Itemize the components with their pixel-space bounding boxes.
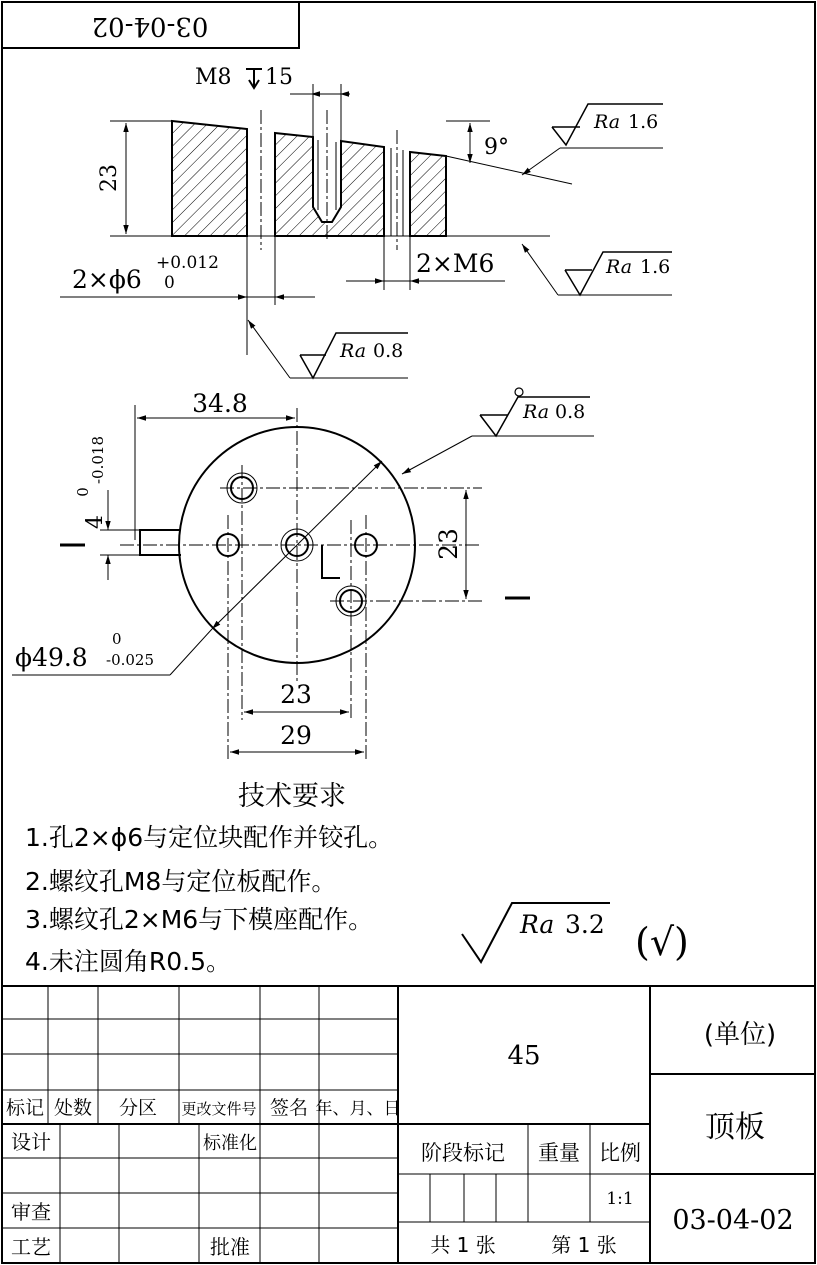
sheet-number: 第 1 张 bbox=[551, 1233, 617, 1257]
dim-23: 23 bbox=[280, 680, 312, 709]
weight-label: 重量 bbox=[538, 1141, 580, 1165]
key-width: 4 bbox=[83, 515, 108, 529]
key-tol-upper: 0 bbox=[74, 487, 92, 497]
technical-notes bbox=[25, 781, 689, 976]
svg-text:Ra: Ra bbox=[606, 256, 633, 278]
svg-text:1.6: 1.6 bbox=[640, 256, 671, 278]
key-tol-lower: -0.018 bbox=[89, 435, 107, 485]
svg-text:0.8: 0.8 bbox=[373, 340, 404, 362]
drawing-number-box bbox=[2, 2, 299, 48]
ra-symbol-bottom bbox=[522, 244, 672, 295]
approve-label: 批准 bbox=[210, 1235, 250, 1259]
thread-label: M8 bbox=[195, 65, 232, 90]
dim-29: 29 bbox=[280, 721, 312, 750]
section-view bbox=[60, 65, 572, 355]
depth-symbol-icon bbox=[246, 69, 262, 88]
material: 45 bbox=[507, 1041, 541, 1071]
pin-holes-label: 2×ϕ6 bbox=[72, 265, 142, 294]
drawing-number: 03-04-02 bbox=[672, 1205, 794, 1236]
dim-34-8: 34.8 bbox=[192, 389, 248, 418]
pin-tol-lower: 0 bbox=[164, 273, 175, 293]
svg-text:Ra: Ra bbox=[523, 401, 550, 423]
dia-tol-lower: -0.025 bbox=[106, 651, 155, 669]
title-block-text bbox=[6, 1020, 794, 1259]
rev-header-date: 年、月、日 bbox=[315, 1099, 401, 1119]
scale-label: 比例 bbox=[599, 1141, 641, 1165]
svg-text:1.6: 1.6 bbox=[628, 111, 659, 133]
plan-view bbox=[12, 389, 530, 760]
general-ra: 3.2 bbox=[565, 910, 605, 939]
drawing-number-rotated: 03-04-02 bbox=[91, 11, 209, 41]
svg-text:Ra: Ra bbox=[520, 910, 555, 939]
rev-header-count: 处数 bbox=[53, 1097, 93, 1119]
unit-label: (单位) bbox=[703, 1020, 777, 1050]
ra-symbol-outer bbox=[402, 388, 594, 474]
standardization-label: 标准化 bbox=[203, 1133, 257, 1154]
design-label: 设计 bbox=[11, 1130, 51, 1154]
scale-value: 1:1 bbox=[606, 1189, 634, 1209]
part-name: 顶板 bbox=[705, 1110, 765, 1145]
note-2: 2.螺纹孔M8与定位板配作。 bbox=[25, 867, 337, 896]
rev-header-zone: 分区 bbox=[118, 1097, 158, 1119]
note-4: 4.未注圆角R0.5。 bbox=[25, 947, 231, 976]
height-dim: 23 bbox=[97, 164, 122, 192]
total-sheets: 共 1 张 bbox=[430, 1233, 496, 1257]
thread-depth: 15 bbox=[265, 65, 293, 90]
rev-header-mark: 标记 bbox=[5, 1097, 45, 1119]
ra-symbol-hole bbox=[248, 320, 408, 378]
dia-tol-upper: 0 bbox=[112, 630, 122, 648]
svg-text:0.8: 0.8 bbox=[555, 401, 586, 423]
note-3: 3.螺纹孔2×M6与下模座配作。 bbox=[25, 905, 374, 934]
notes-title: 技术要求 bbox=[238, 781, 346, 812]
rev-header-doc: 更改文件号 bbox=[181, 1100, 257, 1118]
dim-23-vertical: 23 bbox=[434, 528, 463, 560]
pin-tol-upper: +0.012 bbox=[156, 253, 219, 273]
svg-text:Ra: Ra bbox=[594, 111, 621, 133]
rev-header-sign: 签名 bbox=[269, 1097, 309, 1119]
ra-symbol-top bbox=[522, 104, 663, 175]
note-1: 1.孔2×ϕ6与定位块配作并铰孔。 bbox=[25, 823, 394, 852]
stage-mark-label: 阶段标记 bbox=[421, 1141, 505, 1165]
process-label: 工艺 bbox=[11, 1235, 51, 1259]
review-label: 审查 bbox=[11, 1200, 51, 1224]
threads-label: 2×M6 bbox=[416, 249, 495, 278]
angle-dim: 9° bbox=[484, 135, 509, 160]
svg-text:Ra: Ra bbox=[340, 340, 367, 362]
check-mark: (√) bbox=[635, 920, 689, 964]
diameter-label: ϕ49.8 bbox=[15, 643, 88, 672]
